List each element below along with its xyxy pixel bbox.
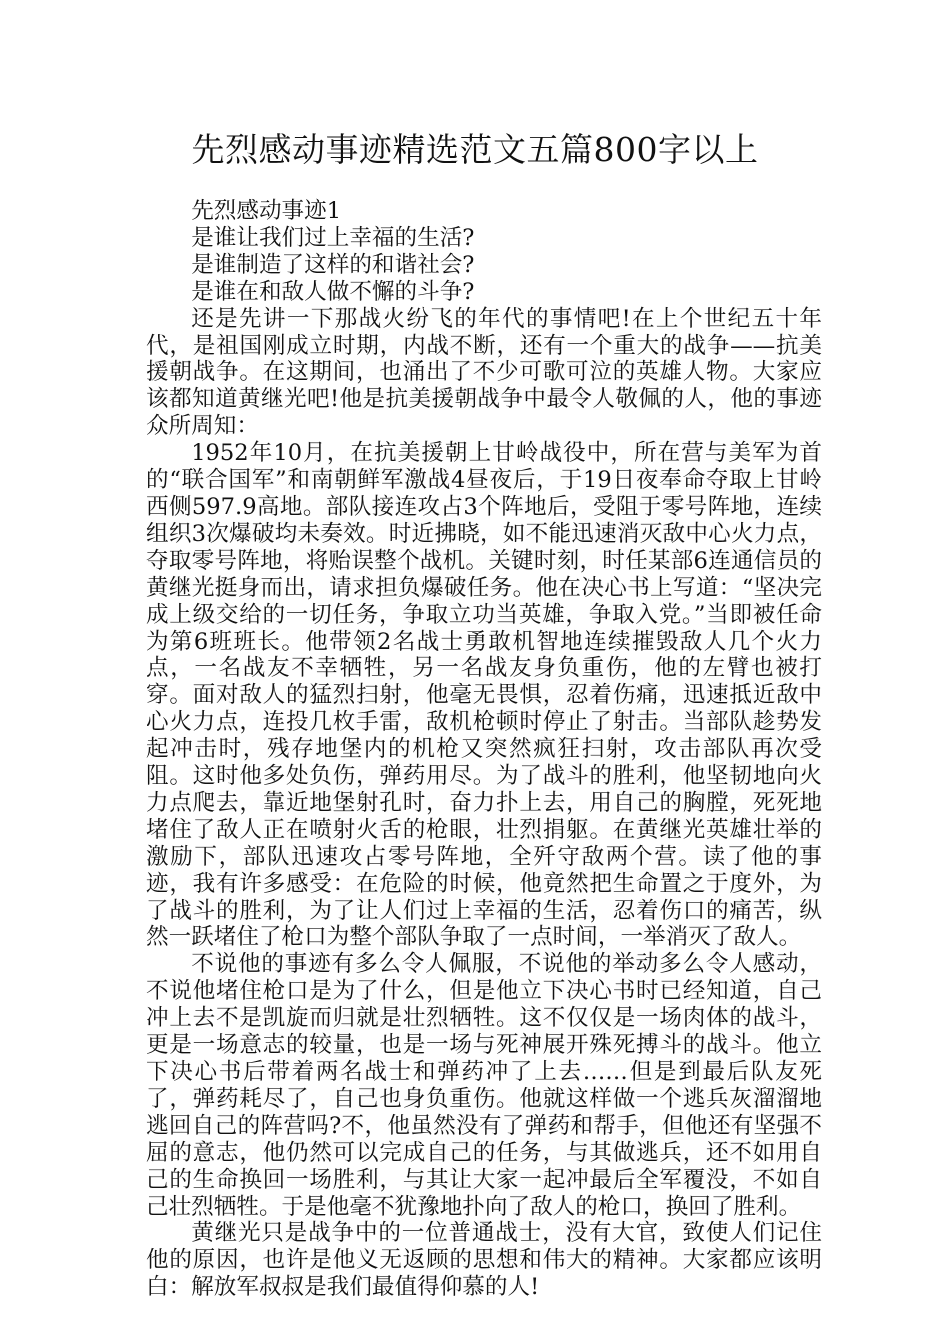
paragraph-story: 1952年10月，在抗美援朝上甘岭战役中，所在营与美军为首的“联合国军”和南朝鲜军激战4昼夜后，于19日夜奉命夺取上甘岭西侧597.9高地。部队接连攻占3个阵地后，受阻于零号阵地，连续组织3次爆破均未奏效。时近拂晓，如不能迅速消灭敌中心火力点，夺取零号阵地，将贻误整个战机。关键时刻，时任某部6连通信员的黄继光挺身而出，请求担负爆破任务。他在决心书上写道：“坚决完成上级交给的一切任务，争取立功当英雄，争取入党。”当即被任命为第6班班长。他带领2名战士勇敢机智地连续摧毁敌人几个火力点，一名战友不幸牺牲，另一名战友身负重伤，他的左臂也被打穿。面对敌人的猛烈扫射，他毫无畏惧，忍着伤痛，迅速抵近敌中心火力点，连投几枚手雷，敌机枪顿时停止了射击。当部队趁势发起冲击时，残存地堡内的机枪又突然疯狂扫射，攻击部队再次受阻。这时他多处负伤，弹药用尽。为了战斗的胜利，他坚韧地向火力点爬去，靠近地堡射孔时，奋力扑上去，用自己的胸膛，死死地堵住了敌人正在喷射火舌的枪眼，壮烈捐躯。在黄继光英雄壮举的激励下，部队迅速攻占零号阵地，全歼守敌两个营。读了他的事迹，我有许多感受：在危险的时候，他竟然把生命置之于度外，为了战斗的胜利，为了让人们过上幸福的生活，忍着伤口的痛苦，纵然一跃堵住了枪口为整个部队争取了一点时间，一举消灭了敌人。 bbox=[146, 440, 822, 951]
question-line-3: 是谁在和敌人做不懈的斗争? bbox=[191, 278, 475, 305]
paragraph-conclusion: 黄继光只是战争中的一位普通战士，没有大官，致使人们记住他的原因，也许是他义无返顾的思想和伟大的精神。大家都应该明白：解放军叔叔是我们最值得仰慕的人! bbox=[146, 1220, 822, 1301]
document-title: 先烈感动事迹精选范文五篇800字以上 bbox=[191, 130, 759, 169]
paragraph-intro: 还是先讲一下那战火纷飞的年代的事情吧!在上个世纪五十年代，是祖国刚成立时期，内战不断，还有一个重大的战争——抗美援朝战争。在这期间，也涌出了不少可歌可泣的英雄人物。大家应该都知道黄继光吧!他是抗美援朝战争中最令人敬佩的人，他的事迹众所周知： bbox=[146, 305, 822, 440]
document-body bbox=[146, 198, 822, 1301]
paragraph-reflection: 不说他的事迹有多么令人佩服，不说他的举动多么令人感动，不说他堵住枪口是为了什么，但是他立下决心书时已经知道，自己冲上去不是凯旋而归就是壮烈牺牲。这不仅仅是一场肉体的战斗，更是一场意志的较量，也是一场与死神展开殊死搏斗的战斗。他立下决心书后带着两名战士和弹药冲了上去……但是到最后队友死了，弹药耗尽了，自己也身负重伤。他就这样做一个逃兵灰溜溜地逃回自己的阵营吗?不，他虽然没有了弹药和帮手，但他还有坚强不屈的意志，他仍然可以完成自己的任务，与其做逃兵，还不如用自己的生命换回一场胜利，与其让大家一起冲最后全军覆没，不如自己壮烈牺牲。于是他毫不犹豫地扑向了敌人的枪口，换回了胜利。 bbox=[146, 951, 822, 1220]
section-heading: 先烈感动事迹1 bbox=[191, 198, 342, 224]
question-line-2: 是谁制造了这样的和谐社会? bbox=[191, 251, 475, 278]
question-line-1: 是谁让我们过上幸福的生活? bbox=[191, 224, 475, 251]
